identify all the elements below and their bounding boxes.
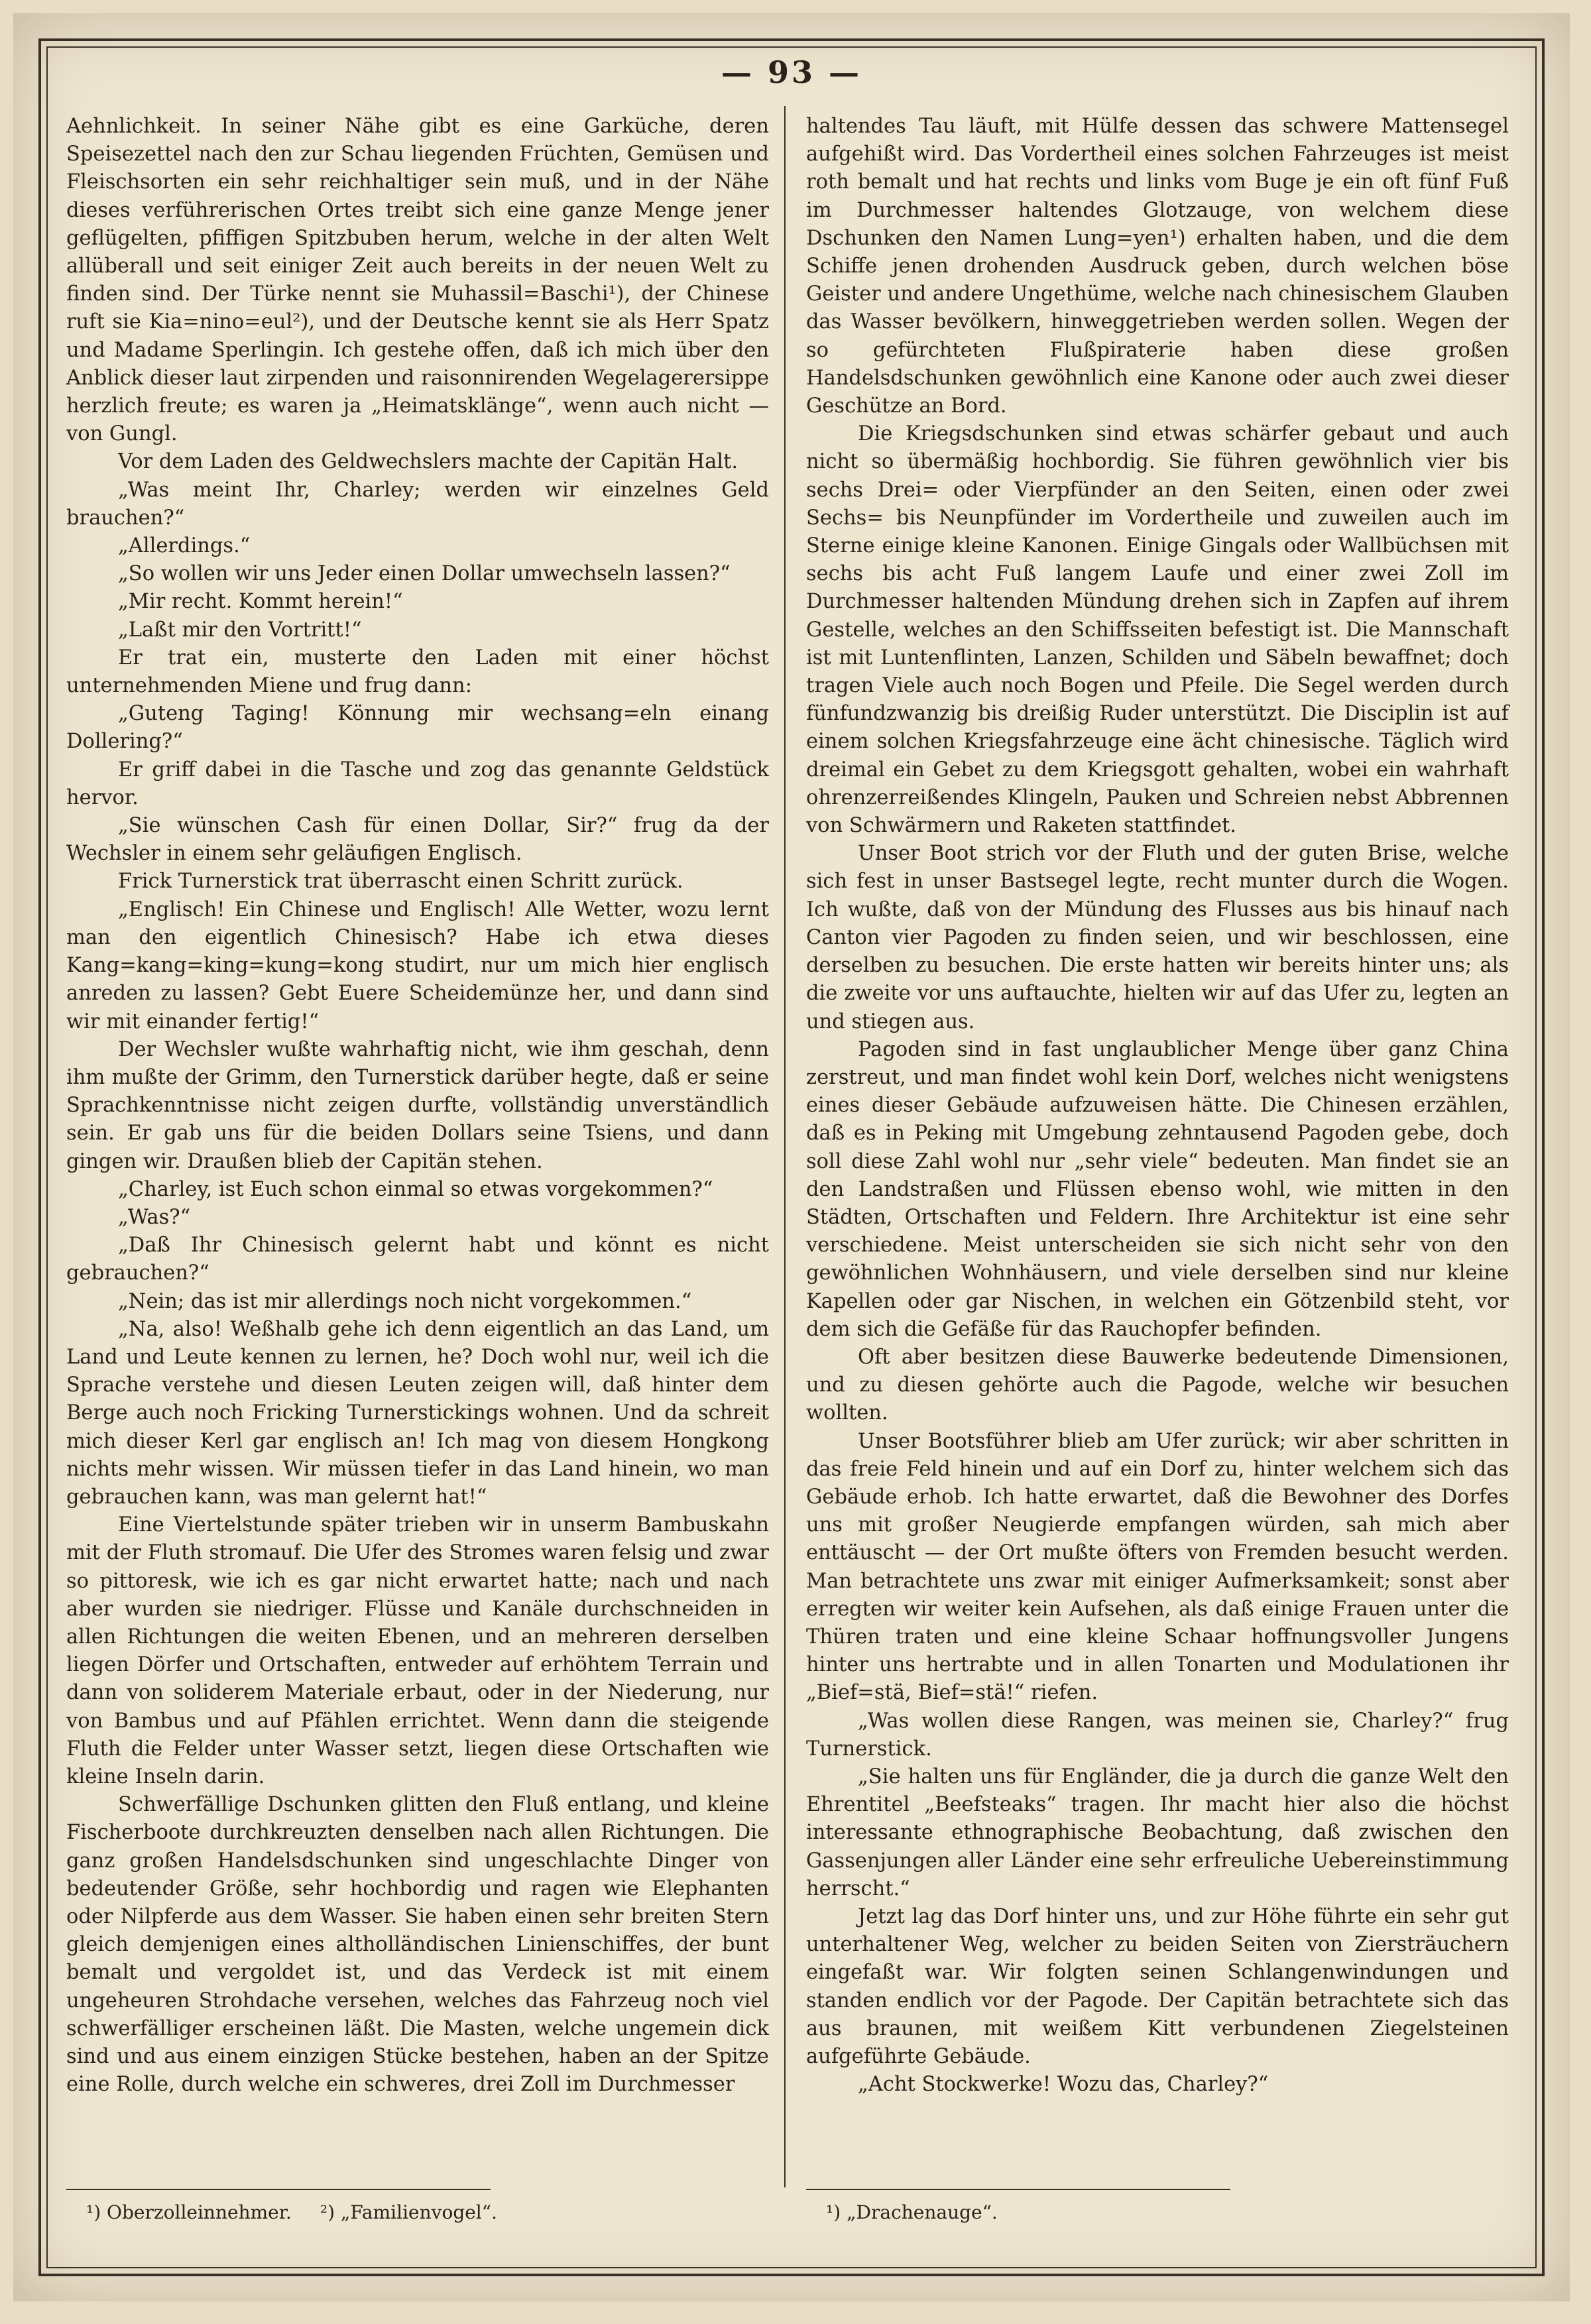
paragraph: haltendes Tau läuft, mit Hülfe dessen das schwere Mattensegel aufgehißt wird. Das Vordertheil eines solchen Fahrzeuges ist meist roth bemalt und hat rechts und links vom Buge je ein oft fünf Fuß im Durchmesser haltendes Glotzauge, von welchem diese Dschunken den Namen Lung=yen¹) erhalten haben, und die dem Schiffe jenen drohenden Ausdruck geben, durch welchen böse Geister und andere Ungethüme, welche nach chinesischem Glauben das Wasser bevölkern, hinweggetrieben werden sollen. Wegen der so gefürchteten Flußpiraterie haben diese großen Handelsdschunken gewöhnlich eine Kanone oder auch zwei dieser Geschütze an Bord. [806,115,1509,418]
paragraph: „So wollen wir uns Jeder einen Dollar umwechseln lassen?“ [118,562,731,586]
footnote: ¹) „Drachenauge“. [826,2201,998,2223]
paragraph: Der Wechsler wußte wahrhaftig nicht, wie ihm geschah, denn ihm mußte der Grimm, den Turnerstick darüber hegte, daß er seine Sprachkenntnisse nicht zeigen durfte, vollständig unverständlich sein. Er gab uns für die beiden Dollars seine Tsiens, und dann gingen wir. Draußen blieb der Capitän stehen. [66,1037,769,1173]
footnotes-left [86,2201,520,2225]
paragraph: Unser Boot strich vor der Fluth und der guten Brise, welche sich fest in unser Bastsegel legte, recht munter durch die Wogen. Ich wußte, daß von der Mündung des Flusses aus bis hinauf nach Canton vier Pagoden zu finden seien, und wir beschlossen, eine derselben zu besuchen. Die erste hatten wir bereits hinter uns; als die zweite vor uns auftauchte, hielten wir auf das Ufer zu, legten an und stiegen aus. [806,842,1509,1033]
paragraph: „Guteng Taging! Könnung mir wechsang=eln einang Dollering?“ [66,702,769,754]
left-column [66,113,769,2099]
footnote-rule-left [66,2189,491,2190]
paragraph: Eine Viertelstunde später trieben wir in unserm Bambuskahn mit der Fluth stromauf. Die Ufer des Stromes waren felsig und zwar so pittoresk, wie ich es gar nicht erwartet hatte; nach und nach aber wurden sie niedriger. Flüsse und Kanäle durchschneiden in allen Richtungen die weiten Ebenen, und an mehreren derselben liegen Dörfer und Ortschaften, entweder auf erhöhtem Terrain und dann von soliderem Materiale erbaut, oder in der Niederung, nur von Bambus und auf Pfählen errichtet. Wenn dann die steigende Fluth die Felder unter Wasser setzt, liegen diese Ortschaften wie kleine Inseln darin. [66,1513,769,1788]
paragraph: „Was?“ [118,1205,191,1229]
page-number: — 93 — [721,54,862,90]
paragraph: Schwerfällige Dschunken glitten den Fluß entlang, und kleine Fischerboote durchkreuzten denselben nach allen Richtungen. Die ganz großen Handelsdschunken sind ungeschlachte Dinger von bedeutender Größe, sehr hochbordig und ragen wie Elephanten oder Nilpferde aus dem Wasser. Sie haben einen sehr breiten Stern gleich demjenigen eines altholländischen Linienschiffes, der bunt bemalt und vergoldet ist, und das Verdeck ist mit einem ungeheuren Strohdache versehen, welches das Fahrzeug noch viel schwerfälliger erscheinen läßt. Die Masten, welche ungemein dick sind und aus einem einzigen Stücke bestehen, haben an der Spitze eine Rolle, durch welche ein schweres, drei Zoll im Durchmesser [66,1793,769,2097]
paragraph: „Na, also! Weßhalb gehe ich denn eigentlich an das Land, um Land und Leute kennen zu lernen, he? Doch wohl nur, weil ich die Sprache verstehe und diesen Leuten zeigen will, daß hinter dem Berge auch noch Fricking Turnerstickings wohnen. Und da schreit mich dieser Kerl gar englisch an! Ich mag von diesem Hongkong nichts mehr wissen. Wir müssen tiefer in das Land hinein, wo man gebrauchen kann, was man gelernt hat!“ [66,1317,769,1509]
column-divider [784,106,786,2187]
paragraph: Aehnlichkeit. In seiner Nähe gibt es eine Garküche, deren Speisezettel nach den zur Schau liegenden Früchten, Gemüsen und Fleischsorten ein sehr reichhaltiger sein muß, und in der Nähe dieses verführerischen Ortes treibt sich eine ganze Menge jener geflügelten, pfiffigen Spitzbuben herum, welche in der alten Welt allüberall und seit einiger Zeit auch bereits in der neuen Welt zu finden sind. Der Türke nennt sie Muhassil=Baschi¹), der Chinese ruft sie Kia=nino=eul²), und der Deutsche kennt sie als Herr Spatz und Madame Sperlingin. Ich gestehe offen, daß ich mich über den Anblick dieser laut zirpenden und raisonnirenden Wegelagerersippe herzlich freute; es waren ja „Heimatsklänge“, wenn auch nicht — von Gungl. [66,115,769,446]
paragraph: Frick Turnerstick trat überrascht einen Schritt zurück. [118,870,683,894]
paragraph: Er trat ein, musterte den Laden mit einer höchst unternehmenden Miene und frug dann: [66,646,769,698]
newspaper-page [13,13,1570,2301]
footnote: ²) „Familienvogel“. [320,2201,497,2223]
footnotes-right [826,2201,1020,2225]
paragraph: „Sie halten uns für Engländer, die ja durch die ganze Welt den Ehrentitel „Beefsteaks“ tragen. Ihr macht hier also die höchst interessante ethnographische Beobachtung, daß zwischen den Gassenjungen aller Länder eine sehr erfreuliche Uebereinstimmung herrscht.“ [806,1765,1509,1900]
paragraph: „Was wollen diese Rangen, was meinen sie, Charley?“ frug Turnerstick. [806,1709,1509,1761]
paragraph: „Nein; das ist mir allerdings noch nicht vorgekommen.“ [118,1289,692,1313]
paragraph: „Mir recht. Kommt herein!“ [118,590,403,614]
paragraph: Unser Bootsführer blieb am Ufer zurück; wir aber schritten in das freie Feld hinein und auf ein Dorf zu, hinter welchem sich das Gebäude erhob. Ich hatte erwartet, daß die Bewohner des Dorfes uns mit großer Neugierde empfangen würden, sah mich aber enttäuscht — der Ort mußte öfters von Fremden besucht werden. Man betrachtete uns zwar mit einiger Aufmerksamkeit; sonst aber erregten wir weiter kein Aufsehen, als daß einige Frauen unter die Thüren traten und eine kleine Schaar hoffnungsvoller Jungens hinter uns hertrabte und in allen Tonarten und Modulationen ihr „Bief=stä, Bief=stä!“ riefen. [806,1429,1509,1705]
paragraph: Vor dem Laden des Geldwechslers machte der Capitän Halt. [118,450,738,474]
paragraph: „Was meint Ihr, Charley; werden wir einzelnes Geld brauchen?“ [66,478,769,530]
paragraph: „Sie wünschen Cash für einen Dollar, Sir?“ frug da der Wechsler in einem sehr geläufigen Englisch. [66,814,769,866]
paragraph: „Charley, ist Euch schon einmal so etwas vorgekommen?“ [118,1177,713,1201]
footnote-rule-right [806,2189,1230,2190]
paragraph: Er griff dabei in die Tasche und zog das genannte Geldstück hervor. [66,758,769,809]
footnote: ¹) Oberzolleinnehmer. [86,2201,292,2223]
paragraph: Oft aber besitzen diese Bauwerke bedeutende Dimensionen, und zu diesen gehörte auch die Pagode, welche wir besuchen wollten. [806,1345,1509,1425]
paragraph: „Daß Ihr Chinesisch gelernt habt und könnt es nicht gebrauchen?“ [66,1234,769,1285]
paragraph: „Laßt mir den Vortritt!“ [118,618,362,642]
paragraph: Jetzt lag das Dorf hinter uns, und zur Höhe führte ein sehr gut unterhaltener Weg, welcher zu beiden Seiten von Ziersträuchern eingefaßt war. Wir folgten seinen Schlangenwindungen und standen endlich vor der Pagode. Der Capitän betrachtete sich das aus braunen, mit weißem Kitt verbundenen Ziegelsteinen aufgeführte Gebäude. [806,1905,1509,2069]
right-column [806,113,1509,2099]
paragraph: Pagoden sind in fast unglaublicher Menge über ganz China zerstreut, und man findet wohl kein Dorf, welches nicht wenigstens eines dieser Gebäude aufzuweisen hätte. Die Chinesen erzählen, daß es in Peking mit Umgebung zehntausend Pagoden gebe, doch soll diese Zahl wohl nur „sehr viele“ bedeuten. Man findet sie an den Landstraßen und Flüssen ebenso wohl, wie mitten in den Städten, Ortschaften und Feldern. Ihre Architektur ist eine sehr verschiedene. Meist unterscheiden sie sich nicht sehr von den gewöhnlichen Wohnhäusern, und viele derselben sind nur kleine Kapellen oder gar Nischen, in welchen ein Götzenbild steht, vor dem sich die Gefäße für das Rauchopfer befinden. [806,1037,1509,1341]
paragraph: „Allerdings.“ [118,534,251,558]
paragraph: Die Kriegsdschunken sind etwas schärfer gebaut und auch nicht so übermäßig hochbordig. Sie führen gewöhnlich vier bis sechs Drei= oder Vierpfünder an den Seiten, einen oder zwei Sechs= bis Neunpfünder im Vordertheile und zuweilen auch im Sterne einige kleine Kanonen. Einige Gingals oder Wallbüchsen mit sechs bis acht Fuß langem Laufe und einer zwei Zoll im Durchmesser haltenden Mündung drehen sich in Zapfen auf ihrem Gestelle, welches an den Schiffsseiten befestigt ist. Die Mannschaft ist mit Luntenflinten, Lanzen, Schilden und Säbeln bewaffnet; doch tragen Viele auch noch Bogen und Pfeile. Die Segel werden durch fünfundzwanzig bis dreißig Ruder unterstützt. Die Disciplin ist auf einem solchen Kriegsfahrzeuge eine ächt chinesische. Täglich wird dreimal ein Gebet zu dem Kriegsgott gehalten, wobei ein wahrhaft ohrenzerreißendes Klingeln, Pauken und Schreien nebst Abbrennen von Schwärmern und Raketen stattfindet. [806,422,1509,838]
paragraph: „Englisch! Ein Chinese und Englisch! Alle Wetter, wozu lernt man den eigentlich Chinesisch? Habe ich etwa dieses Kang=kang=king=kung=kong studirt, nur um mich hier englisch anreden zu lassen? Gebt Euere Scheidemünze her, und dann sind wir mit einander fertig!“ [66,898,769,1033]
paragraph: „Acht Stockwerke! Wozu das, Charley?“ [858,2073,1269,2097]
